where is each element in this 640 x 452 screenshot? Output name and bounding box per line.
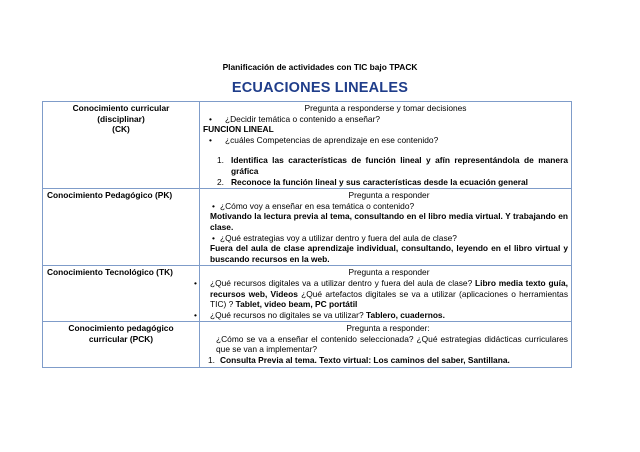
row-pk <box>43 189 572 266</box>
pck-heading: Pregunta a responder: <box>346 323 430 334</box>
label-tk: Conocimiento Tecnológico (TK) <box>43 266 200 322</box>
ck-competency-2 <box>203 177 568 188</box>
ck-topic: FUNCION LINEAL <box>203 124 274 135</box>
pk-question-1: • ¿Cómo voy a enseñar en esa temática o contenido? <box>210 201 568 212</box>
pck-answer-1-number: 1. <box>208 355 215 366</box>
label-pck <box>43 322 200 367</box>
pk-answer-1: Motivando la lectura previa al tema, consultando en el libro media virtual. Y trabajando en clase. <box>210 211 568 232</box>
tk-question-1 <box>188 278 568 310</box>
ck-heading: Pregunta a responderse y tomar decisiones <box>304 103 467 113</box>
pk-question-2: • ¿Qué estrategias voy a utilizar dentro y fuera del aula de clase? <box>210 233 568 244</box>
tk-heading: Pregunta a responder <box>348 267 430 278</box>
ck-competency-1-number: 1. <box>217 155 224 166</box>
ck-competency-2-number: 2. <box>217 176 224 187</box>
ck-question-2: • ¿cuáles Competencias de aprendizaje en ese contenido? <box>203 135 568 146</box>
pck-answer-1 <box>194 355 568 366</box>
label-ck-line-1: Conocimiento curricular <box>72 103 170 113</box>
document-title: ECUACIONES LINEALES <box>231 80 409 96</box>
pk-heading: Pregunta a responder <box>348 190 430 201</box>
pck-question-1: ¿Cómo se va a enseñar el contenido seleccionada? ¿Qué estrategias didácticas curriculares que se van a implementar? <box>216 333 568 355</box>
content-pck <box>200 322 572 367</box>
label-ck <box>43 102 200 189</box>
label-ck-line-2: (disciplinar) <box>97 113 145 124</box>
label-pck-line-1: Conocimiento pedagógico <box>68 323 174 334</box>
pk-answer-2: Fuera del aula de clase aprendizaje individual, consultando, leyendo en el libro virtual y buscando recursos en la web. <box>210 243 568 264</box>
tk-answer-2: Tablero, cuadernos. <box>365 309 445 320</box>
content-tk <box>200 266 572 322</box>
content-ck <box>200 102 572 189</box>
ck-question-1: • ¿Decidir temática o contenido a enseñar? <box>203 114 568 125</box>
row-ck <box>43 102 572 189</box>
label-pck-line-2: curricular (PCK) <box>88 333 154 344</box>
tk-question-1b-text: ¿Qué artefactos digitales se va a utilizar (aplicaciones o herramientas TIC) ? <box>210 288 569 310</box>
label-ck-line-3: (CK) <box>112 124 130 135</box>
row-tk <box>43 266 572 322</box>
ck-competency-2-text: Reconoce la función lineal y sus características desde la ecuación general <box>231 176 528 187</box>
tk-question-2 <box>188 310 568 321</box>
document-subtitle: Planificación de actividades con TIC bajo TPACK <box>222 62 418 72</box>
ck-competency-1 <box>203 155 568 176</box>
ck-competency-1-text: Identifica las características de función lineal y afín representándola de manera gráfica <box>231 155 568 176</box>
label-pk: Conocimiento Pedagógico (PK) <box>43 189 200 266</box>
tk-answer-1b: Tablet, video beam, PC portátil <box>235 299 358 310</box>
tk-question-2-text: ¿Qué recursos no digitales se va utilizar? <box>210 309 364 320</box>
row-pck <box>43 322 572 367</box>
content-pk <box>200 189 572 266</box>
tk-question-1-text: ¿Qué recursos digitales va a utilizar dentro y fuera del aula de clase? <box>210 277 473 288</box>
tpack-planning-table <box>42 101 572 368</box>
pck-answer-1-text: Consulta Previa al tema. Texto virtual: Los caminos del saber, Santillana. <box>220 355 510 366</box>
tk-answer-1: Libro media texto guía, recursos web, Videos <box>210 277 568 299</box>
